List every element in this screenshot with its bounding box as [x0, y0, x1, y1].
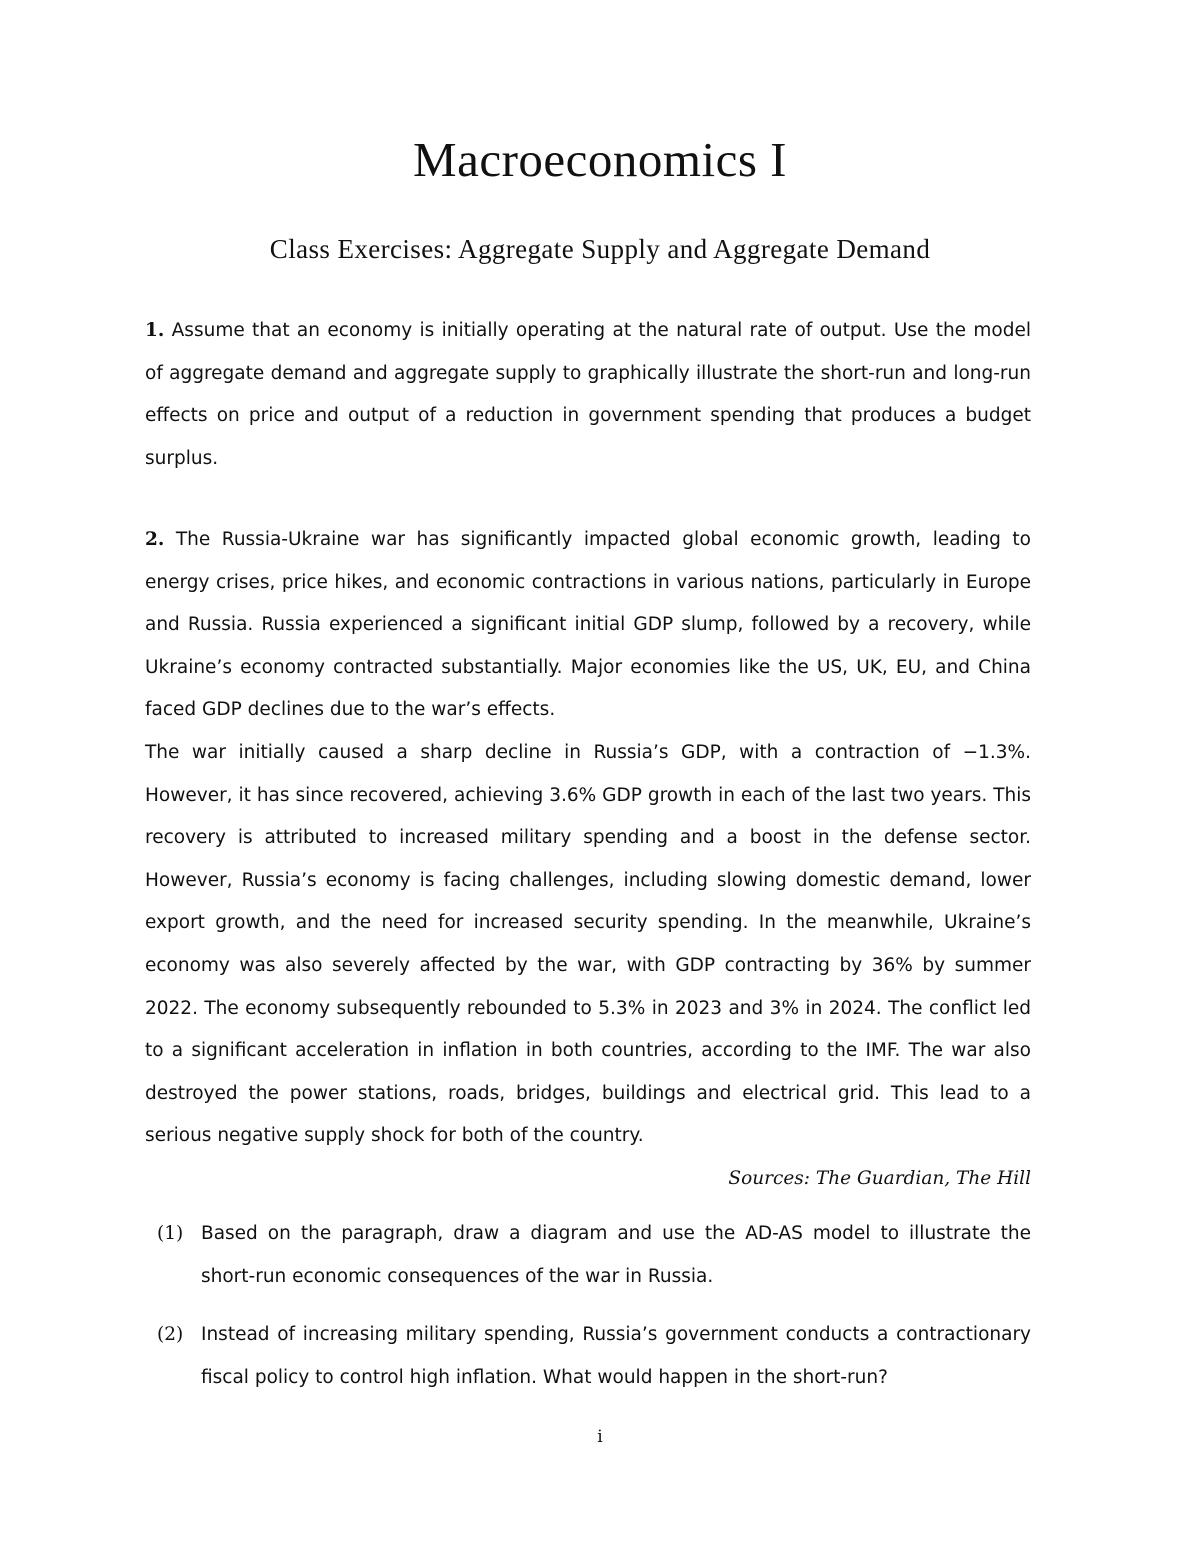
question-2-number: 2.: [145, 529, 165, 550]
document-subtitle: Class Exercises: Aggregate Supply and Aggregate Demand: [269, 234, 931, 264]
sub-question-2: [145, 1314, 1031, 1399]
question-2: [145, 519, 1031, 1201]
sources-citation: Sources: The Guardian, The Hill: [728, 1167, 1031, 1189]
page-number: i: [597, 1427, 603, 1447]
sub-question-1: [145, 1213, 1031, 1298]
question-1-number: 1.: [145, 320, 165, 341]
question-1-paragraph: [145, 310, 1031, 480]
question-2-paragraph-2: The war initially caused a sharp decline in Russia’s GDP, with a contraction of −1.3%. However, it has since recovered, achieving 3.6% GDP growth in each of the last two years. This recovery is attributed to increased military spending and a boost in the defense sector. However, Russia’s economy is facing challenges, including slowing domestic demand, lower export growth, and the need for increased security spending. In the meanwhile, Ukraine’s economy was also severely affected by the war, with GDP contracting by 36% by summer 2022. The economy subsequently rebounded to 5.3% in 2023 and 3% in 2024. The conflict led to a significant acceleration in inflation in both countries, according to the IMF. The war also destroyed the power stations, roads, bridges, buildings and electrical grid. This lead to a serious negative supply shock for both of the country.: [145, 741, 1031, 1147]
sub-question-1-text: Based on the paragraph, draw a diagram and use the AD-AS model to illustrate the short-run economic consequences of the war in Russia.: [201, 1223, 1031, 1287]
sub-question-2-marker: (2): [157, 1324, 184, 1345]
question-2-paragraph-1: [145, 519, 1031, 732]
question-1: [145, 310, 1031, 480]
question-2-text-1: The Russia-Ukraine war has significantly impacted global economic growth, leading to energy crises, price hikes, and economic contractions in various nations, particularly in Europe and Russia. Russia experienced a significant initial GDP slump, followed by a recovery, while Ukraine’s economy contracted substantially. Major economies like the US, UK, EU, and China faced GDP declines due to the war’s effects.: [145, 529, 1031, 721]
question-1-text: Assume that an economy is initially operating at the natural rate of output. Use the model of aggregate demand and aggregate supply to graphically illustrate the short-run and long-run effects on price and output of a reduction in government spending that produces a budget surplus.: [145, 320, 1031, 469]
sub-question-1-marker: (1): [157, 1223, 184, 1244]
sub-question-2-text: Instead of increasing military spending, Russia’s government conducts a contractionary fiscal policy to control high inflation. What would happen in the short-run?: [201, 1324, 1031, 1388]
document-title: Macroeconomics I: [413, 132, 787, 187]
